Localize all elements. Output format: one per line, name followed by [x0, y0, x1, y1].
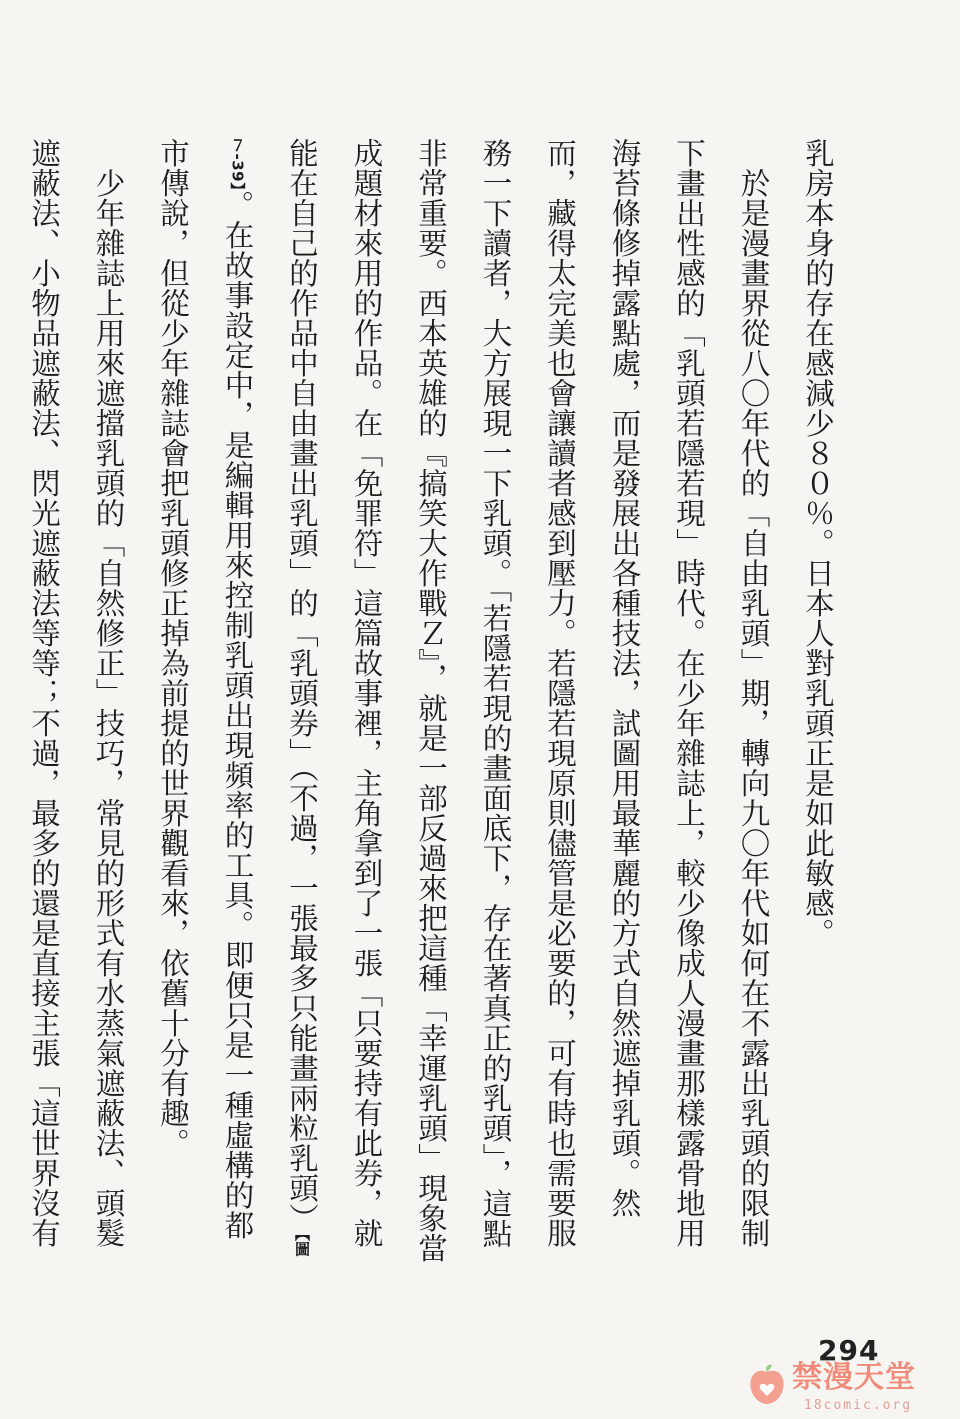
body-text	[27, 138, 850, 1268]
peach-logo-icon	[744, 1362, 790, 1408]
page-number: 294	[818, 1334, 880, 1367]
paragraph	[786, 138, 851, 1268]
paragraph	[141, 138, 786, 1268]
text-segment: 乳房本身的存在感減少８０％。日本人對乳頭正是如此敏感。	[801, 138, 835, 948]
figure-reference: 【圖７-39】	[228, 138, 311, 1257]
paragraph	[0, 138, 141, 1268]
watermark-site: 18comic.org	[804, 1398, 913, 1413]
text-segment: 。在故事設定中，是編輯用來控制乳頭出現頻率的工具。即便只是一種虛構的都市傳說，但從少年雜誌會把乳頭修正掉為前提的世界觀看來，依舊十分有趣。	[156, 138, 255, 1241]
text-segment: 少年雜誌上用來遮擋乳頭的「自然修正」技巧，常見的形式有水蒸氣遮蔽法、頭髮遮蔽法、小物品遮蔽法、閃光遮蔽法等等；不過，最多的還是直接主張「這世界沒有	[27, 138, 126, 1248]
watermark	[744, 1360, 949, 1416]
watermark-name: 禁漫天堂	[792, 1360, 916, 1395]
text-segment: 於是漫畫界從八〇年代的「自由乳頭」期，轉向九〇年代如何在不露出乳頭的限制下畫出性感的「乳頭若隱若現」時代。在少年雜誌上，較少像成人漫畫那樣露骨地用海苔條修掉露點處，而是發展出各種技法，試圖用最華麗的方式自然遮掉乳頭。然而，藏得太完美也會讓讀者感到壓力。若隱若現原則儘管是必要的，可有時也需要服務一下讀者，大方展現一下乳頭。「若隱若現的畫面底下，存在著真正的乳頭」，這點非常重要。西本英雄的『搞笑大作戰Ｚ』，就是一部反過來把這種「幸運乳頭」現象當成題材來用的作品。在「免罪符」這篇故事裡，主角拿到了一張「只要持有此券，就能在自己的作品中自由畫出乳頭」的「乳頭券」（不過，一張最多只能畫兩粒乳頭）	[285, 138, 771, 1264]
